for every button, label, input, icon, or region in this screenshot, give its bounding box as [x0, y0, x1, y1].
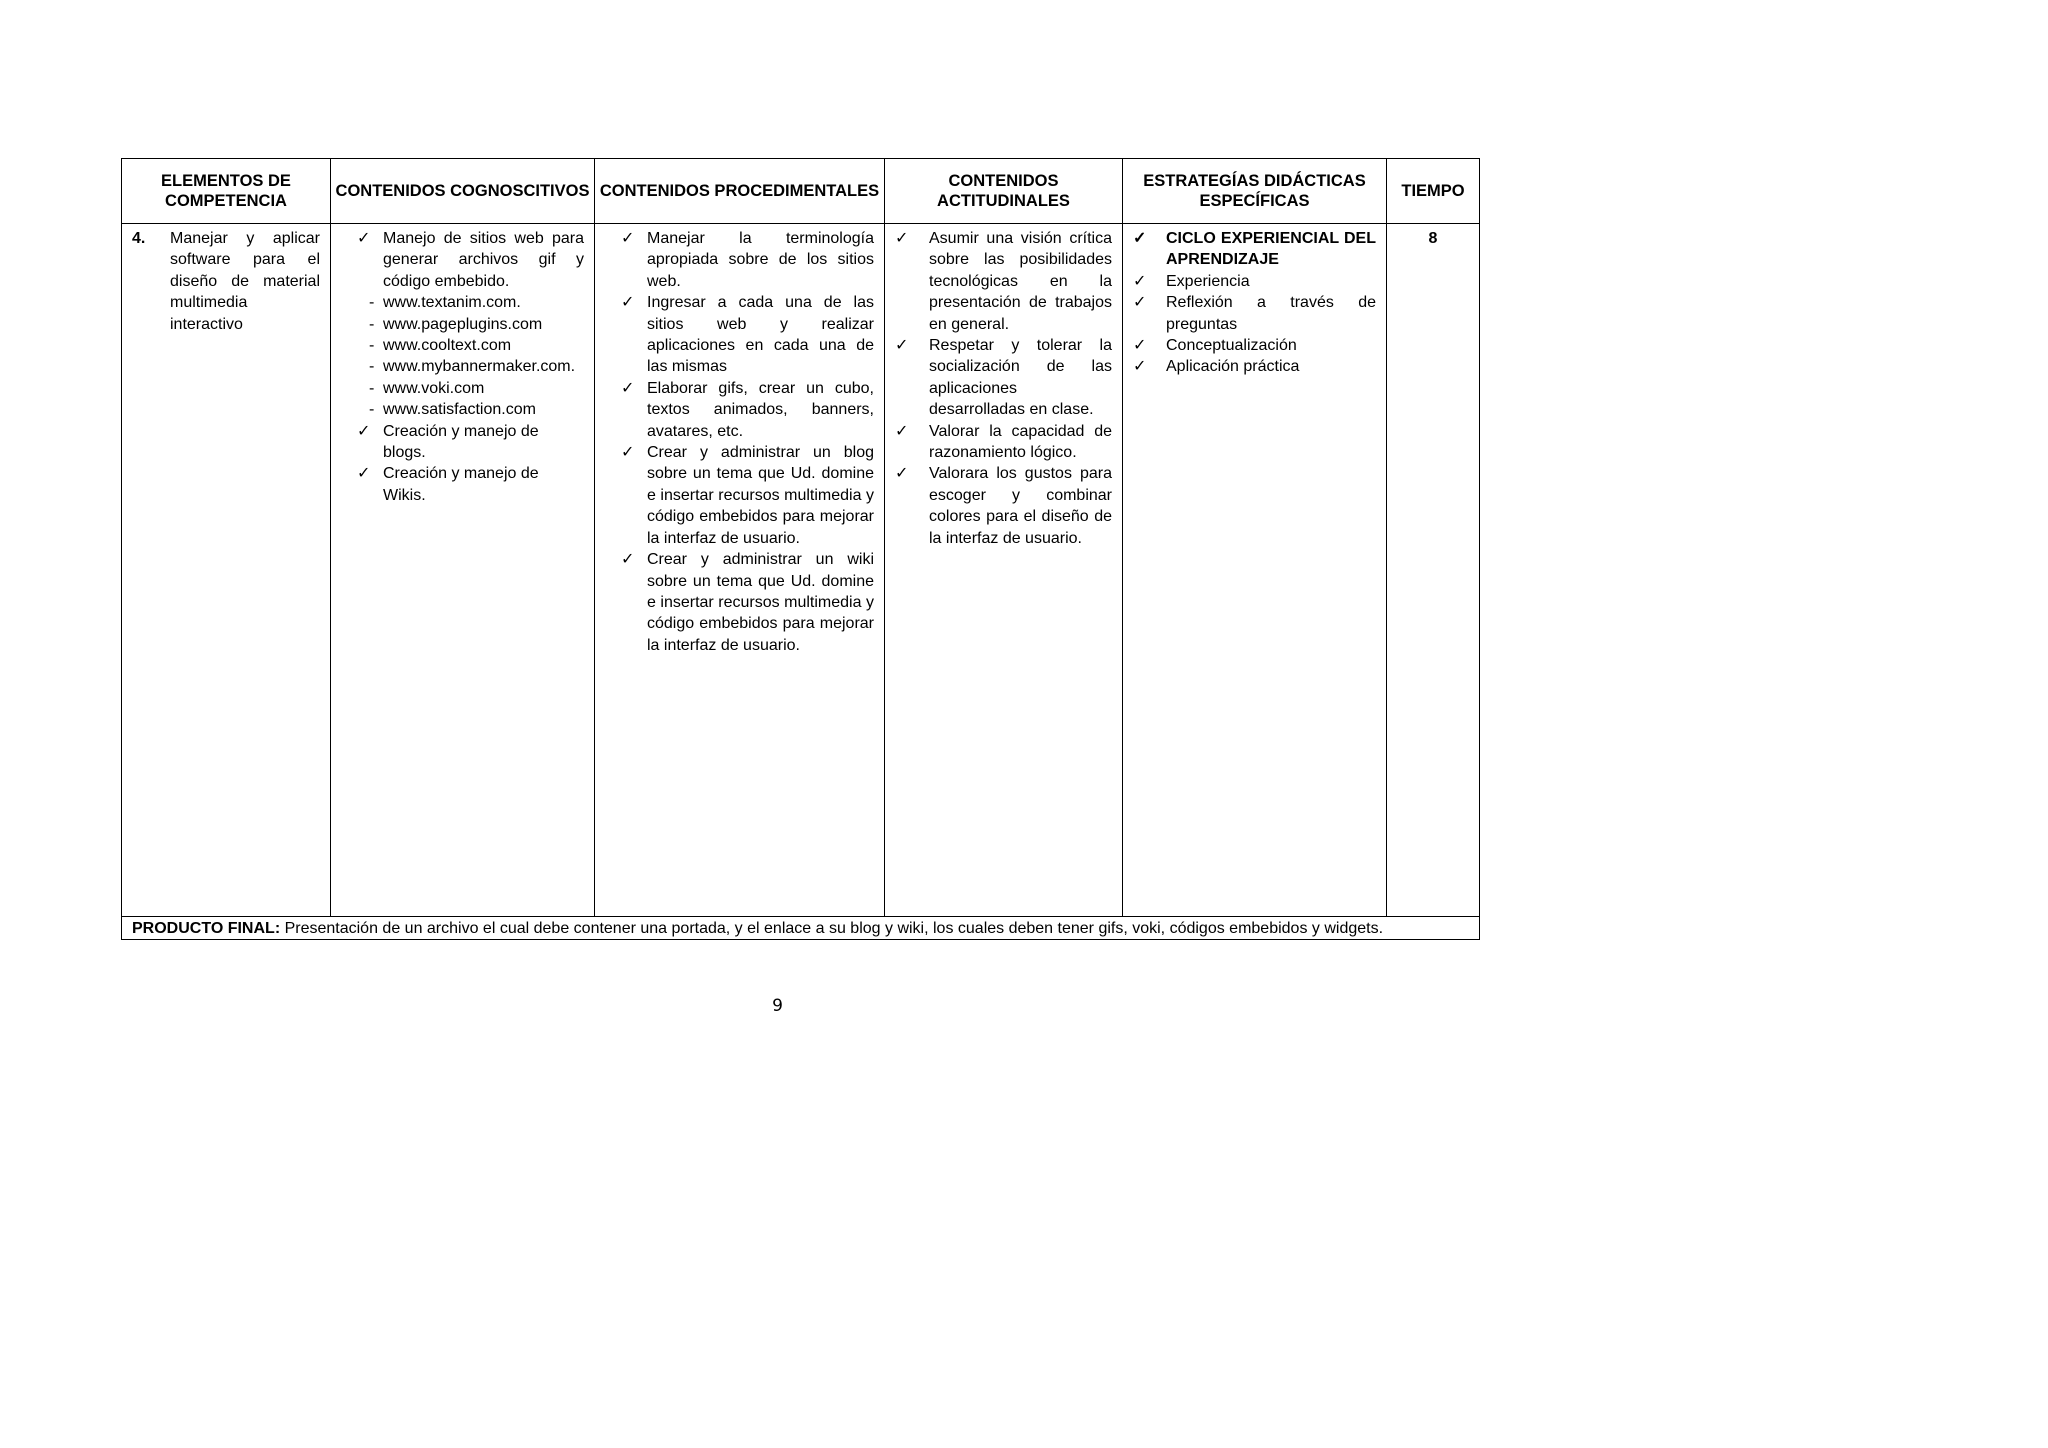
procedimental-item-text: Ingresar a cada una de las sitios web y realizar aplicaciones en cada una de las mismas [647, 294, 874, 376]
list-item [1133, 271, 1376, 292]
page-number: 9 [772, 996, 783, 1016]
check-icon: ✓ [621, 379, 635, 397]
dash-icon: - [369, 401, 375, 419]
cognoscitivo-item-text: Manejo de sitios web para generar archivos gif y código embebido. [383, 230, 584, 290]
producto-final-cell [122, 917, 1480, 940]
list-item [357, 228, 584, 292]
link-item [357, 356, 584, 377]
estrategia-item-text: Reflexión a través de preguntas [1166, 294, 1376, 333]
procedimental-item-text: Crear y administrar un wiki sobre un tema que Ud. domine e insertar recursos multimedia y código embebidos para mejorar la interfaz de usuario. [647, 551, 874, 654]
dash-icon: - [369, 294, 375, 312]
list-item [357, 421, 584, 464]
check-icon: ✓ [895, 337, 909, 355]
content-row [122, 224, 1480, 917]
header-procedimentales: CONTENIDOS PROCEDIMENTALES [595, 159, 885, 224]
actitudinal-item-text: Respetar y tolerar la socialización de las aplicaciones desarrolladas en clase. [929, 337, 1112, 419]
check-icon: ✓ [357, 422, 371, 440]
dash-icon: - [369, 379, 375, 397]
site-link-text: www.textanim.com. [383, 294, 521, 312]
header-estrategias: ESTRATEGÍAS DIDÁCTICAS ESPECÍFICAS [1123, 159, 1387, 224]
check-icon: ✓ [895, 465, 909, 483]
list-item [621, 442, 874, 549]
dash-icon: - [369, 315, 375, 333]
check-icon: ✓ [357, 465, 371, 483]
list-item [895, 463, 1112, 549]
header-elementos: ELEMENTOS DE COMPETENCIA [122, 159, 331, 224]
check-icon: ✓ [895, 230, 909, 247]
producto-final-row [122, 917, 1480, 940]
actitudinal-item-text: Valorar la capacidad de razonamiento lógico. [929, 422, 1112, 462]
check-icon: ✓ [357, 230, 371, 247]
actitudinales-cell [885, 224, 1123, 917]
check-icon: ✓ [621, 444, 635, 462]
site-link-text: www.mybannermaker.com. [383, 358, 576, 376]
check-icon: ✓ [621, 551, 635, 569]
producto-final-label: PRODUCTO FINAL: [132, 919, 281, 937]
list-item [895, 228, 1112, 335]
link-item [357, 399, 584, 420]
estrategias-cell [1123, 224, 1387, 917]
list-item [621, 292, 874, 378]
cognoscitivo-item-text: Creación y manejo de blogs. [383, 422, 539, 462]
competencia-cell [122, 224, 331, 917]
link-item [357, 292, 584, 313]
estrategia-item-text: Conceptualización [1166, 337, 1297, 355]
list-item [1133, 356, 1376, 377]
check-icon: ✓ [1133, 230, 1147, 247]
procedimental-item-text: Crear y administrar un blog sobre un tema que Ud. domine e insertar recursos multimedia y código embebidos para mejorar la interfaz de usuario. [647, 444, 874, 547]
header-actitudinales: CONTENIDOS ACTITUDINALES [885, 159, 1123, 224]
list-item [621, 378, 874, 442]
cognoscitivo-item-text: Creación y manejo de Wikis. [383, 465, 539, 504]
estrategia-item-text: Experiencia [1166, 272, 1250, 290]
producto-final-text: Presentación de un archivo el cual debe contener una portada, y el enlace a su blog y wiki, los cuales deben tener gifs, voki, códigos embebidos y widgets. [280, 919, 1384, 937]
check-icon: ✓ [1133, 358, 1147, 376]
list-item [357, 463, 584, 506]
estrategia-item-text: CICLO EXPERIENCIAL DEL APRENDIZAJE [1166, 230, 1376, 269]
list-item [1133, 335, 1376, 356]
check-icon: ✓ [621, 230, 635, 247]
header-row [122, 159, 1480, 224]
check-icon: ✓ [895, 422, 909, 440]
site-link-text: www.pageplugins.com [383, 315, 543, 333]
procedimental-item-text: Elaborar gifs, crear un cubo, textos animados, banners, avatares, etc. [647, 379, 874, 440]
list-item [895, 421, 1112, 464]
header-tiempo: TIEMPO [1387, 159, 1480, 224]
procedimental-item-text: Manejar la terminología apropiada sobre de los sitios web. [647, 230, 874, 290]
list-item [1133, 228, 1376, 271]
tiempo-value: 8 [1387, 224, 1480, 917]
dash-icon: - [369, 337, 375, 355]
link-item [357, 335, 584, 356]
site-link-text: www.voki.com [383, 379, 485, 397]
check-icon: ✓ [1133, 272, 1147, 290]
actitudinal-item-text: Asumir una visión crítica sobre las posibilidades tecnológicas en la presentación de trabajos en general. [929, 230, 1112, 333]
check-icon: ✓ [621, 294, 635, 312]
site-link-text: www.satisfaction.com [383, 401, 536, 419]
check-icon: ✓ [1133, 294, 1147, 312]
link-item [357, 378, 584, 399]
dash-icon: - [369, 358, 375, 376]
competencia-text: Manejar y aplicar software para el diseño de material multimedia interactivo [170, 230, 320, 333]
list-item [621, 549, 874, 656]
procedimentales-cell [595, 224, 885, 917]
link-item [357, 314, 584, 335]
actitudinal-item-text: Valorara los gustos para escoger y combinar colores para el diseño de la interfaz de usuario. [929, 465, 1112, 547]
list-item [621, 228, 874, 292]
list-item [895, 335, 1112, 421]
cognoscitivos-cell [331, 224, 595, 917]
check-icon: ✓ [1133, 337, 1147, 355]
site-link-text: www.cooltext.com [383, 337, 512, 355]
competencia-number: 4. [132, 230, 146, 247]
list-item [1133, 292, 1376, 335]
competency-table [121, 158, 1480, 940]
estrategia-item-text: Aplicación práctica [1166, 358, 1300, 376]
header-cognoscitivos: CONTENIDOS COGNOSCITIVOS [331, 159, 595, 224]
